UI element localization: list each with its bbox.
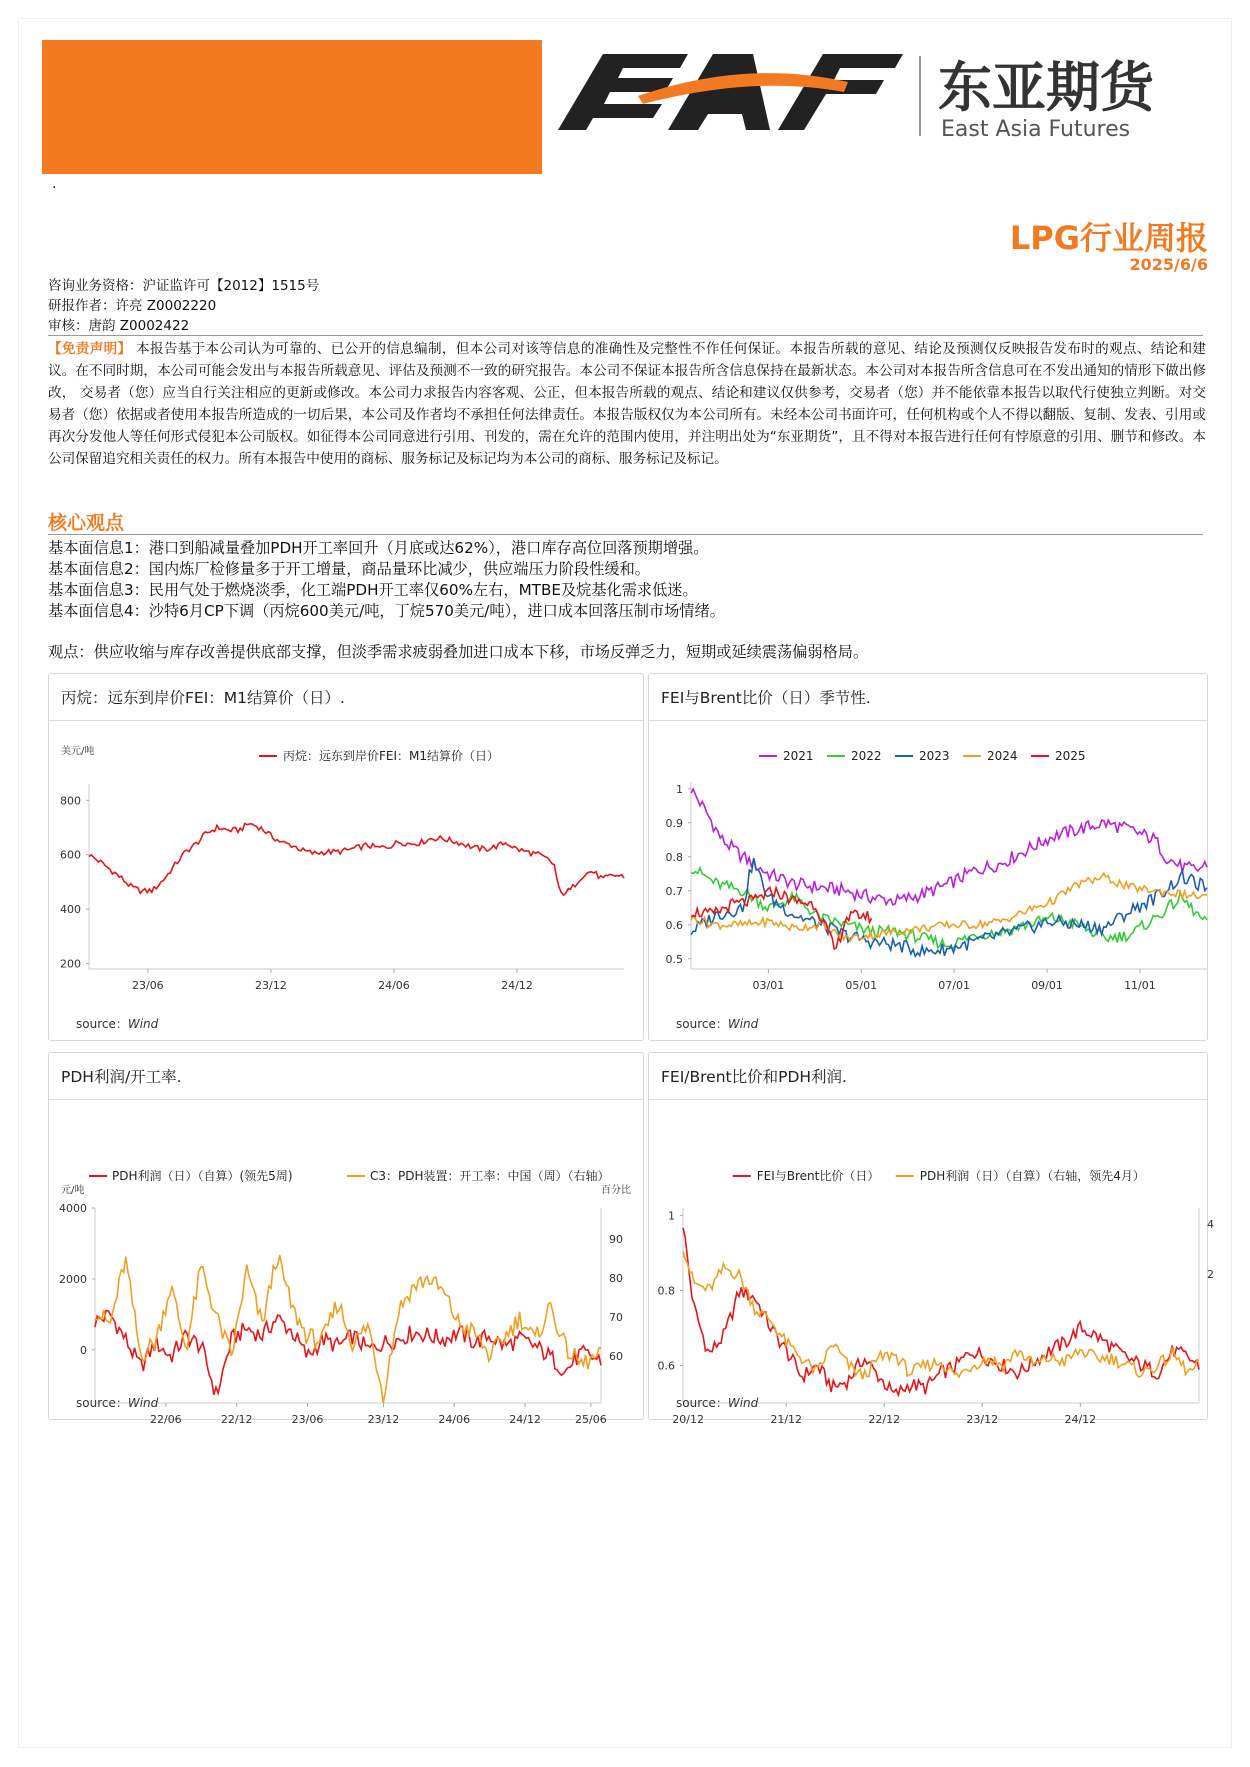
y-tick-label: 0.6 [665,918,683,932]
disclaimer-tag: 【免责声明】 [48,341,132,357]
x-tick-label: 22/12 [868,1413,901,1426]
series-line-0 [683,1228,1199,1395]
legend-label: 2022 [851,749,882,763]
y-tick-label: 0.7 [665,884,683,898]
disclaimer [48,338,1206,470]
x-tick-label: 23/12 [966,1413,999,1426]
x-tick-label: 03/01 [752,979,785,992]
x-tick-label: 24/12 [1064,1413,1097,1426]
x-tick-label: 22/12 [220,1413,253,1426]
y-tick-label: 2000 [59,1272,87,1286]
legend-label: PDH利润（日）（自算）(领先5周) [112,1169,293,1183]
x-tick-label: 22/06 [149,1413,182,1426]
chart-card-fei-brent-seasonal [648,673,1208,1041]
legend-label: 丙烷：远东到岸价FEI：M1结算价（日） [283,749,500,763]
y-right-tick-label: 60 [609,1350,623,1364]
y-tick-label: 800 [60,794,81,808]
disclaimer-text: 本报告基于本公司认为可靠的、已公开的信息编制，但本公司对该等信息的准确性及完整性不作任何保证。本报告所载的意见、结论及预测仅反映报告发布时的观点、结论和建议。在不同时期，本公司可能会发出与本报告所载意见、评估及预测不一致的研究报告。本公司不保证本报告所含信息保持在最新状态。本公司对本报告所含信息可在不发出通知的情形下做出修改， 交易者（您）应当自行关注相应的更新或修改。本公司力求报告内容客观、公正，但本报告所载的观点、结论和建议仅供参考，交易者（您）并不能依靠本报告以取代行使独立判断。对交易者（您）依据或者使用本报告所造成的一切后果，本公司及作者均不承担任何法律责任。本报告版权仅为本公司所有。未经本公司书面许可，任何机构或个人不得以翻版、复制、发表、引用或再次分发他人等任何形式侵犯本公司版权。如征得本公司同意进行引用、刊发的，需在允许的范围内使用，并注明出处为“东亚期货”，且不得对本报告进行任何有悖原意的引用、删节和修改。本公司保留追究相关责任的权力。所有本报告中使用的商标、服务标记及标记均为本公司的商标、服务标记及标记。 [48,341,1207,467]
chart-source: source：Wind [676,1396,759,1410]
chart-title: PDH利润/开工率. [61,1068,182,1086]
y-axis-unit: 美元/吨 [61,746,95,757]
x-tick-label: 24/06 [378,979,410,992]
y-right-tick-label: 70 [609,1311,623,1325]
y-tick-label: 0.6 [657,1359,675,1373]
y-tick-label: 0.9 [665,816,683,830]
y-axis-unit: 元/吨 [61,1185,85,1196]
core-item: 基本面信息2：国内炼厂检修量多于开工增量，商品量环比减少，供应端压力阶段性缓和。 [48,560,650,578]
x-tick-label: 24/12 [509,1413,541,1426]
chart-card-propane-fei [48,673,644,1041]
chart-title: 丙烷：远东到岸价FEI：M1结算价（日）. [61,689,345,707]
x-tick-label: 23/12 [255,979,287,992]
legend-label: PDH利润（日）（自算）（右轴，领先4月） [919,1169,1145,1183]
y-right-tick-label: 90 [609,1233,623,1247]
reviewer-info: 审核：唐韵 Z0002422 [48,318,190,334]
logo-en-text: East Asia Futures [941,117,1131,142]
chart-card-fei-brent-pdh [648,1052,1214,1426]
core-view-summary: 观点：供应收缩与库存改善提供底部支撑，但淡季需求疲弱叠加进口成本下移，市场反弹乏力，短期或延续震荡偏弱格局。 [48,643,869,661]
y-right-tick-label: 80 [609,1272,623,1286]
y-right-tick-label: 4 [1207,1218,1214,1231]
x-tick-label: 23/06 [291,1413,324,1426]
series-line-1 [95,1255,601,1403]
legend-label: FEI与Brent比价（日） [756,1169,880,1183]
header-dot: . [52,176,57,192]
chart-propane-fei [49,724,645,1014]
author-info: 研报作者：许亮 Z0002220 [48,298,217,314]
y-right-tick-label: 2 [1207,1268,1214,1281]
report-title: LPG行业周报 [1009,219,1208,257]
x-tick-label: 05/01 [845,979,878,992]
x-tick-label: 11/01 [1124,979,1156,992]
chart-source: source：Wind [76,1396,159,1410]
core-item: 基本面信息3：民用气处于燃烧淡季，化工端PDH开工率仅60%左右，MTBE及烷基化需求低迷。 [48,581,698,599]
logo-cn-text: 东亚期货 [938,56,1154,119]
license-info: 咨询业务资格：沪证监许可【2012】1515号 [48,278,320,294]
chart-card-pdh-profit-rate [48,1052,644,1426]
x-tick-label: 23/06 [131,979,164,992]
legend-label: C3：PDH装置：开工率：中国（周）（右轴） [370,1169,610,1183]
y-tick-label: 1 [668,1209,675,1223]
core-item: 基本面信息1：港口到船减量叠加PDH开工率回升（月底或达62%），港口库存高位回落预期增强。 [48,539,709,557]
y-tick-label: 600 [60,848,81,862]
x-tick-label: 09/01 [1031,979,1063,992]
company-logo [548,52,1218,162]
legend-label: 2024 [987,749,1018,763]
series-line-0 [89,824,624,896]
report-date: 2025/6/6 [1129,255,1208,274]
disclaimer-divider [48,335,1203,336]
y-tick-label: 0.8 [665,850,683,864]
core-view-divider [48,534,1203,535]
chart-source: source：Wind [676,1017,759,1031]
y-right-unit: 百分比 [601,1185,631,1196]
series-line-0 [95,1311,601,1395]
core-view-list [48,538,1208,622]
core-view-title: 核心观点 [48,512,125,534]
y-tick-label: 4000 [59,1202,87,1215]
x-tick-label: 07/01 [938,979,971,992]
chart-source: source：Wind [76,1017,159,1031]
legend-label: 2023 [919,749,950,763]
x-tick-label: 25/06 [575,1413,607,1426]
x-tick-label: 24/12 [501,979,533,992]
y-tick-label: 0.5 [665,952,683,966]
y-tick-label: 200 [60,957,81,971]
x-tick-label: 24/06 [438,1413,471,1426]
chart-title: FEI/Brent比价和PDH利润. [661,1068,847,1086]
header-orange-banner [42,40,542,174]
chart-title: FEI与Brent比价（日）季节性. [661,689,871,707]
y-tick-label: 1 [676,782,683,796]
legend-label: 2021 [783,749,814,763]
y-tick-label: 400 [60,903,81,917]
y-tick-label: 0.8 [657,1284,675,1298]
y-tick-label: 0 [80,1343,87,1357]
eaf-logo-mark [558,54,903,130]
core-item: 基本面信息4：沙特6月CP下调（丙烷600美元/吨，丁烷570美元/吨），进口成本回落压制市场情绪。 [48,602,725,620]
x-tick-label: 23/12 [367,1413,400,1426]
legend-label: 2025 [1055,749,1086,763]
chart-fei-brent-seasonal [649,724,1209,1014]
x-tick-label: 20/12 [672,1413,705,1426]
series-line-1 [683,1252,1199,1380]
x-tick-label: 21/12 [770,1413,803,1426]
